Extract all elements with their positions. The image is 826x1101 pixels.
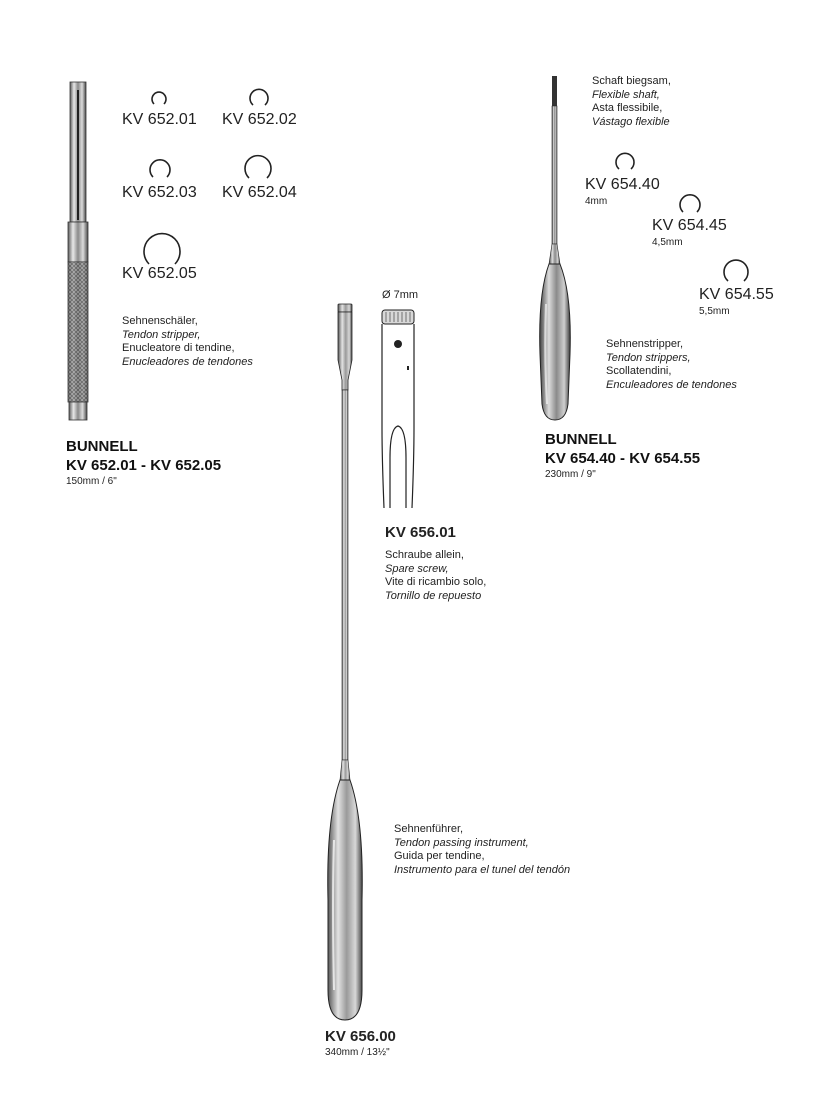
spare-screw-detail	[376, 308, 426, 518]
desc-it: Vite di ricambio solo,	[385, 576, 487, 588]
shaft-note-654	[592, 75, 671, 129]
desc-de: Sehnenführer,	[394, 823, 464, 835]
desc-es: Instrumento para el tunel del tendón	[394, 863, 571, 876]
desc-it: Enucleatore di tendine,	[122, 342, 235, 354]
desc-de: Sehnenstripper,	[606, 338, 684, 350]
size-656-00: 340mm / 13½"	[325, 1047, 390, 1058]
size-code-652-04: KV 652.04	[222, 184, 297, 201]
size-code-652-01: KV 652.01	[122, 111, 197, 128]
note-es: Vástago flexible	[592, 115, 670, 128]
open-ring-icon	[721, 256, 751, 286]
size-code-654-55: KV 654.55	[699, 286, 774, 303]
desc-it: Guida per tendine,	[394, 850, 485, 862]
open-ring-icon	[613, 150, 637, 174]
desc-es: Enucleadores de tendones	[122, 355, 253, 368]
open-ring-icon	[242, 151, 274, 183]
description-656-00	[394, 823, 570, 877]
size-dim-654-40: 4mm	[585, 196, 608, 207]
note-it: Asta flessibile,	[592, 102, 663, 114]
note-en: Flexible shaft,	[592, 88, 660, 101]
description-652	[122, 315, 253, 369]
open-ring-icon	[149, 88, 169, 108]
tendon-passing-instrument	[320, 300, 380, 1025]
range-654: KV 654.40 - KV 654.55	[545, 450, 701, 467]
tendon-stripper-654-instrument	[530, 74, 580, 424]
desc-de: Schraube allein,	[385, 549, 464, 561]
open-ring-icon	[247, 86, 271, 110]
size-code-652-02: KV 652.02	[222, 111, 297, 128]
description-654	[606, 338, 737, 392]
desc-en: Tendon strippers,	[606, 351, 691, 364]
size-code-652-03: KV 652.03	[122, 184, 197, 201]
title-654: BUNNELL	[545, 431, 617, 448]
description-656-01	[385, 549, 486, 603]
open-ring-icon	[140, 226, 184, 270]
diameter-label: Ø 7mm	[382, 289, 419, 301]
desc-en: Tendon passing instrument,	[394, 836, 529, 849]
size-dim-654-55: 5,5mm	[699, 306, 730, 317]
desc-de: Sehnenschäler,	[122, 315, 198, 327]
open-ring-icon	[147, 156, 173, 182]
size-code-654-45: KV 654.45	[652, 217, 727, 234]
code-656-00: KV 656.00	[325, 1028, 396, 1045]
size-code-654-40: KV 654.40	[585, 176, 660, 193]
desc-es: Tornillo de repuesto	[385, 589, 482, 602]
size-dim-654-45: 4,5mm	[652, 237, 683, 248]
note-de: Schaft biegsam,	[592, 75, 671, 87]
open-ring-icon	[677, 191, 703, 217]
size-652: 150mm / 6"	[66, 476, 117, 487]
size-code-652-05: KV 652.05	[122, 265, 197, 282]
tendon-stripper-652-instrument	[60, 80, 100, 430]
title-652: BUNNELL	[66, 438, 138, 455]
desc-es: Enculeadores de tendones	[606, 378, 737, 391]
desc-en: Spare screw,	[385, 562, 449, 575]
desc-it: Scollatendini,	[606, 365, 672, 377]
size-654: 230mm / 9"	[545, 469, 596, 480]
desc-en: Tendon stripper,	[122, 328, 201, 341]
code-656-01: KV 656.01	[385, 524, 456, 541]
range-652: KV 652.01 - KV 652.05	[66, 457, 222, 474]
